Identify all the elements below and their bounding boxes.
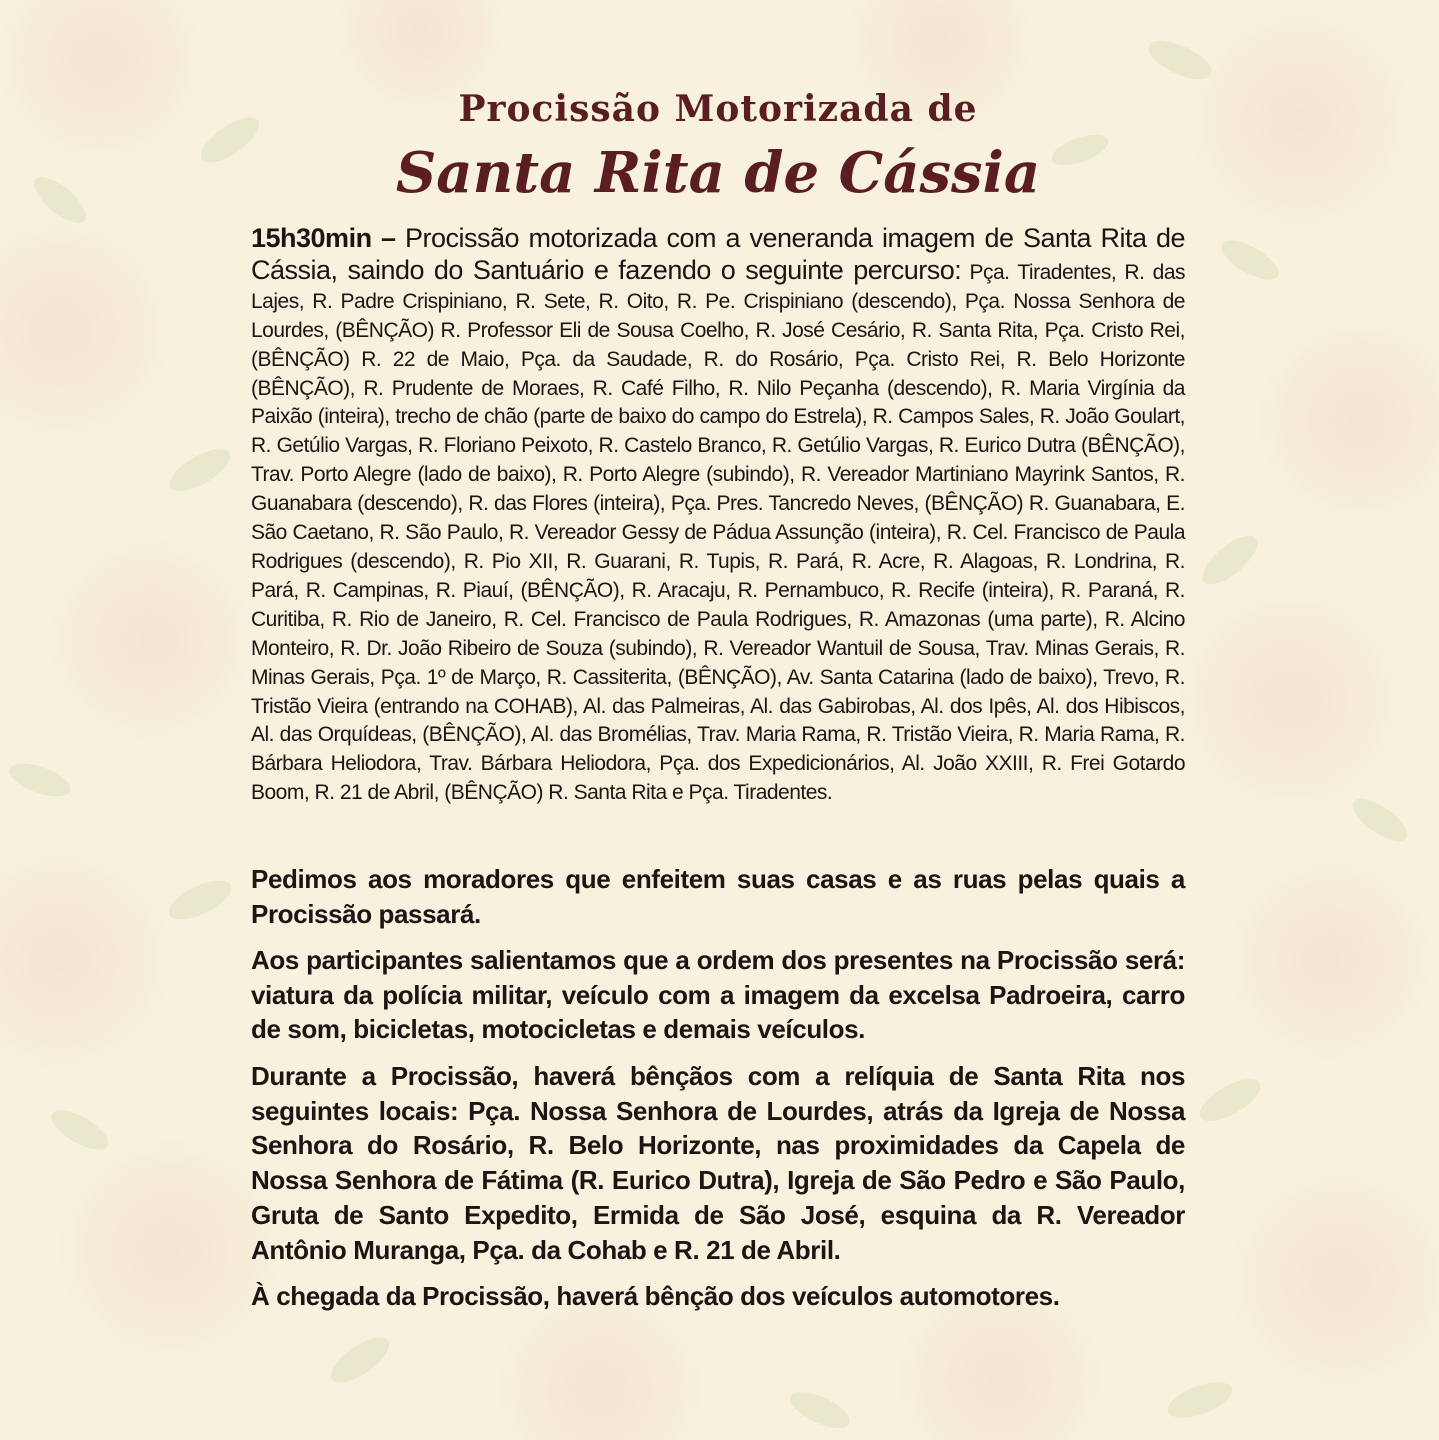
route-intro: Procissão motorizada com a veneranda imagem de Santa Rita de Cássia, saindo do Santuário e fazendo o seguinte percurso: — [251, 223, 1185, 285]
page-subtitle: Procissão Motorizada de — [458, 88, 978, 130]
route-paragraph — [251, 224, 1185, 808]
notice-order: Aos participantes salientamos que a ordem dos presentes na Procissão será: viatura da polícia militar, veículo com a imagem da excelsa Padroeira, carro de som, bicicletas, motocicletas e demais veículos. — [251, 945, 1185, 1045]
notice-blessings: Durante a Procissão, haverá bênçãos com a relíquia de Santa Rita nos seguintes locais: Pça. Nossa Senhora de Lourdes, atrás da Igreja de Nossa Senhora do Rosário, R. Belo Horizonte, nas proximidades da Capela de Nossa Senhora de Fátima (R. Eurico Dutra), Igreja de São Pedro e São Paulo, Gruta de Santo Expedito, Ermida de São José, esquina da R. Vereador Antônio Muranga, Pça. da Cohab e R. 21 de Abril. — [251, 1061, 1185, 1265]
route-itinerary: Pça. Tiradentes, R. das Lajes, R. Padre Crispiniano, R. Sete, R. Oito, R. Pe. Crispiniano (descendo), Pça. Nossa Senhora de Lourdes, (BÊNÇÃO) R. Professor Eli de Sousa Coelho, R. José Cesário, R. Santa Rita, Pça. Cristo Rei, (BÊNÇÃO) R. 22 de Maio, Pça. da Saudade, R. do Rosário, Pça. Cristo Rei, R. Belo Horizonte (BÊNÇÃO), R. Prudente de Moraes, R. Café Filho, R. Nilo Peçanha (descendo), R. Maria Virgínia da Paixão (inteira), trecho de chão (parte de baixo do campo do Estrela), R. Campos Sales, R. João Goulart, R. Getúlio Vargas, R. Floriano Peixoto, R. Castelo Branco, R. Getúlio Vargas, R. Eurico Dutra (BÊNÇÃO), Trav. Porto Alegre (lado de baixo), R. Porto Alegre (subindo), R. Vereador Martiniano Mayrink Santos, R. Guanabara (descendo), R. das Flores (inteira), Pça. Pres. Tancredo Neves, (BÊNÇÃO) R. Guanabara, E. São Caetano, R. São Paulo, R. Vereador Gessy de Pádua Assunção (inteira), R. Cel. Francisco de Paula Rodrigues (descendo), R. Pio XII, R. Guarani, R. Tupis, R. Pará, R. Acre, R. Alagoas, R. Londrina, R. Pará, R. Campinas, R. Piauí, (BÊNÇÃO), R. Aracaju, R. Pernambuco, R. Recife (inteira), R. Paraná, R. Curitiba, R. Rio de Janeiro, R. Cel. Francisco de Paula Rodrigues, R. Amazonas (uma parte), R. Alcino Monteiro, R. Dr. João Ribeiro de Souza (subindo), R. Vereador Wantuil de Sousa, Trav. Minas Gerais, R. Minas Gerais, Pça. 1º de Março, R. Cassiterita, (BÊNÇÃO), Av. Santa Catarina (lado de baixo), Trevo, R. Tristão Vieira (entrando na COHAB), Al. das Palmeiras, Al. das Gabirobas, Al. dos Ipês, Al. dos Hibiscos, Al. das Orquídeas, (BÊNÇÃO), Al. das Bromélias, Trav. Maria Rama, R. Tristão Vieira, R. Maria Rama, R. Bárbara Heliodora, Trav. Bárbara Heliodora, Pça. dos Expedicionários, Al. João XXIII, R. Frei Gotardo Boom, R. 21 de Abril, (BÊNÇÃO) R. Santa Rita e Pça. Tiradentes. — [251, 260, 1185, 805]
notice-decorate: Pedimos aos moradores que enfeitem suas casas e as ruas pelas quais a Procissão passará. — [251, 864, 1185, 929]
page-title: Santa Rita de Cássia — [395, 140, 1041, 206]
route-time: 15h30min – — [251, 223, 396, 253]
notice-arrival: À chegada da Procissão, haverá bênção dos veículos automotores. — [251, 1281, 1060, 1311]
